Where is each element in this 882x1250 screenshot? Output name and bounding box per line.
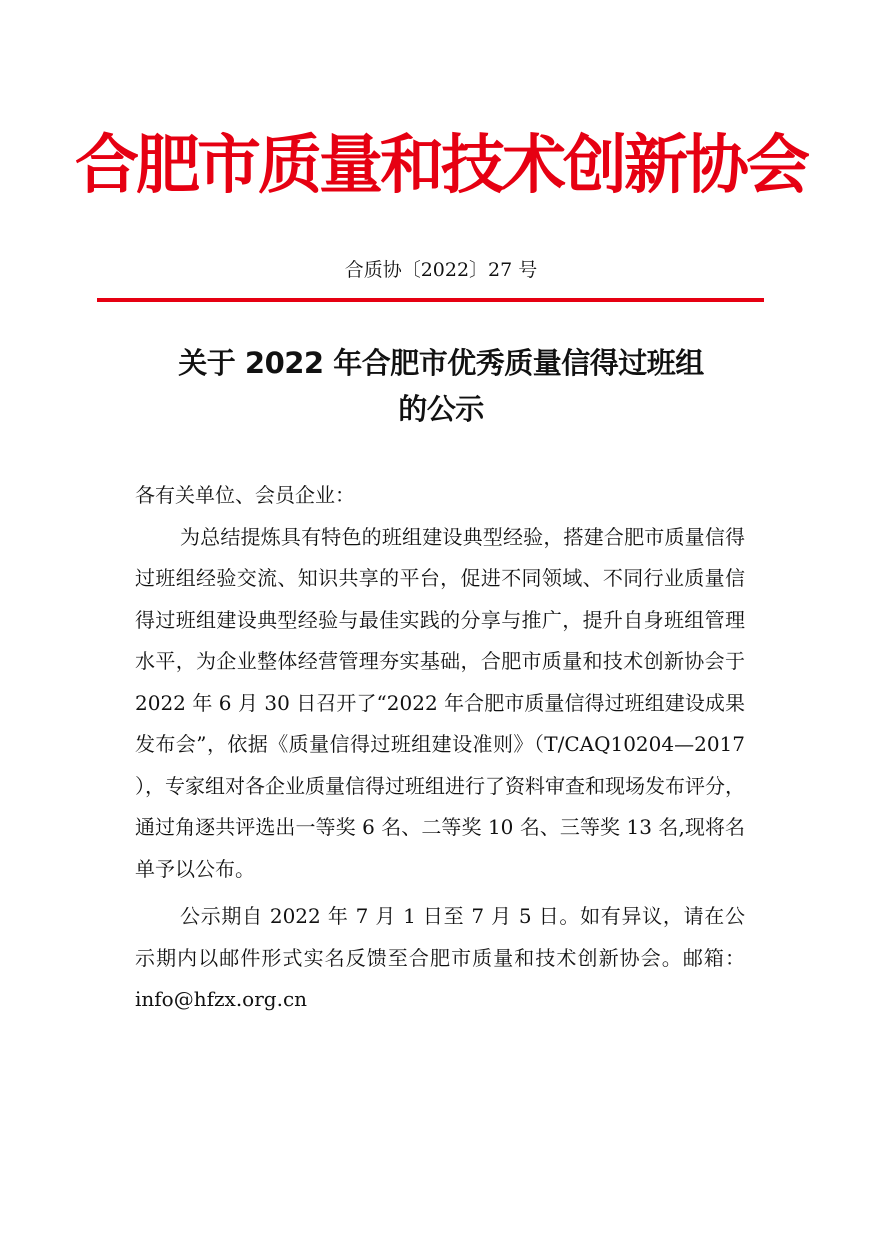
letterhead-divider bbox=[97, 298, 764, 302]
document-title bbox=[0, 340, 882, 432]
paragraph-announcement: 为总结提炼具有特色的班组建设典型经验，搭建合肥市质量信得过班组经验交流、知识共享的平台，促进不同领域、不同行业质量信得过班组建设典型经验与最佳实践的分享与推广，提升自身班组管理水平，为企业整体经营管理夯实基础，合肥市质量和技术创新协会于 2022 年 6 月 30 日召开了“2022 年合肥市质量信得过班组建设成果发布会”，依据《质量信得过班组建设准则》（T/CAQ10204—2017 ），专家组对各企业质量信得过班组进行了资料审查和现场发布评分，通过角逐共评选出一等奖 6 名、二等奖 10 名、三等奖 13 名,现将名单予以公布。 bbox=[135, 524, 745, 881]
document-body bbox=[135, 475, 745, 1021]
organization-letterhead: 合肥市质量和技术创新协会 bbox=[75, 129, 807, 203]
title-line-2: 的公示 bbox=[398, 392, 484, 426]
salutation: 各有关单位、会员企业： bbox=[135, 483, 355, 507]
title-line-1: 关于 2022 年合肥市优秀质量信得过班组 bbox=[178, 346, 704, 380]
paragraph-publicity-period: 公示期自 2022 年 7 月 1 日至 7 月 5 日。如有异议，请在公示期内以邮件形式实名反馈至合肥市质量和技术创新协会。邮箱：info@hfzx.org.cn bbox=[135, 904, 745, 1011]
document-number: 合质协〔2022〕27 号 bbox=[344, 259, 538, 281]
